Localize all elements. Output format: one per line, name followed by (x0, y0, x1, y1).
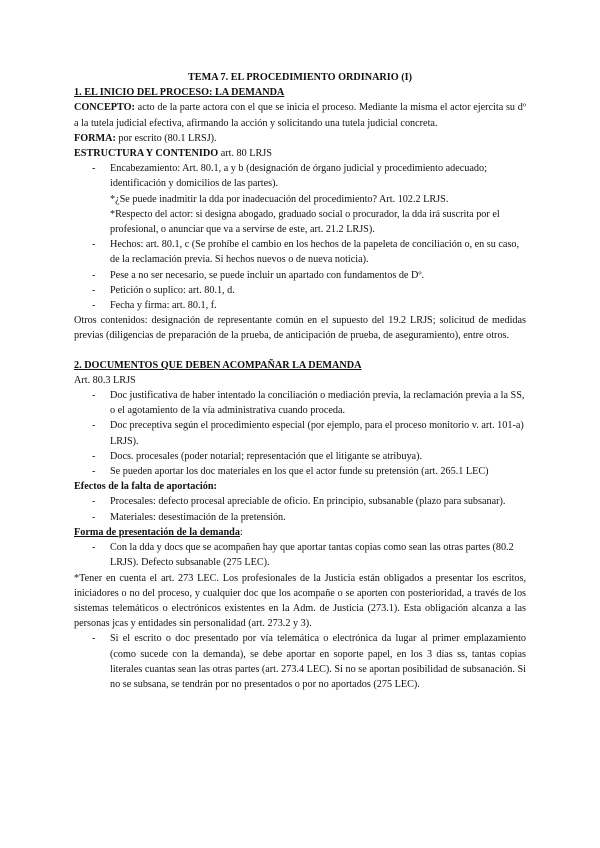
forma-text: por escrito (80.1 LRSJ). (115, 132, 217, 144)
forma-label: FORMA: (74, 132, 116, 144)
list-item: - Docs. procesales (poder notarial; representación que el litigante se atribuya). (92, 450, 423, 462)
list-item: - Pese a no ser necesario, se puede incluir un apartado con fundamentos de Dº. (92, 269, 425, 281)
list-item: - Se pueden aportar los doc materiales en los que el actor funde su pretensión (art. 265.1 LEC) (92, 466, 489, 478)
list-item-text: Si el escrito o doc presentado por vía telemática o electrónica da lugar al primer emplazamiento (como sucede con la demanda), se debe aportar en soporte papel, en los 3 días ss, tantas copias literales cuantas sean las otras partes (art. 273.4 LEC). Si no se aportan posibilidad de subsanación. Si no se subsana, se tendrán por no presentados o por no aportados (275 LEC). (110, 633, 526, 690)
list-item: - Fecha y firma: art. 80.1, f. (92, 300, 217, 312)
estructura-label: ESTRUCTURA Y CONTENIDO (74, 148, 219, 160)
otros-paragraph: Otros contenidos: designación de representante común en el supuesto del 19.2 LRJS; solicitud de medidas previas (diligencias de preparación de la prueba, de anticipación de prueba, de aseguramiento), entre otros. (74, 315, 526, 342)
list-item: - Si el escrito o doc presentado por vía telemática o electrónica da lugar al primer emplazamiento (como sucede con la demanda), se debe aportar en soporte papel, en los 3 días ss, tantas copias literales cuantas sean las otras partes (art. 273.4 LEC). Si no se aportan posibilidad de subsanación. Si no se subsana, se tendrán por no presentados o por no aportados (275 LEC). (92, 633, 526, 690)
efectos-list (74, 494, 526, 524)
forma-presentacion-paragraph (74, 525, 526, 540)
list-item: - Hechos: art. 80.1, c (Se prohíbe el cambio en los hechos de la papeleta de conciliación o, en su caso, de la reclamación previa. Si hechos nuevos o de nueva noticia). (92, 239, 520, 266)
list-item: - Doc justificativa de haber intentado la conciliación o mediación previa, la reclamación previa a la SS, o el agotamiento de la vía administrativa cuando proceda. (92, 390, 525, 417)
estructura-paragraph (74, 146, 526, 161)
list-item-text: Docs. procesales (poder notarial; representación que el litigante se atribuya). (110, 450, 423, 462)
estructura-text: art. 80 LRJS (218, 148, 272, 160)
concepto-label: CONCEPTO: (74, 102, 135, 114)
concepto-text: acto de la parte actora con el que se inicia el proceso. Mediante la misma el actor ejercita su dº a la tutela judicial efectiva, afirmando la acción y solicitando una tutela judicial concreta. (74, 102, 526, 129)
section2-art: Art. 80.3 LRJS (74, 374, 136, 386)
sub-note: *¿Se puede inadmitir la dda por inadecuación del procedimiento? Art. 102.2 LRJS. (110, 193, 449, 205)
section2-heading: 2. DOCUMENTOS QUE DEBEN ACOMPAÑAR LA DEMANDA (74, 359, 362, 371)
list-item-text: Se pueden aportar los doc materiales en los que el actor funde su pretensión (art. 265.1 LEC) (110, 466, 489, 478)
forma-paragraph (74, 131, 526, 146)
list-item-text: Hechos: art. 80.1, c (Se prohíbe el cambio en los hechos de la papeleta de conciliación o, en su caso, de la reclamación previa. Si hechos nuevos o de nueva noticia). (110, 239, 520, 266)
document-title: TEMA 7. EL PROCEDIMIENTO ORDINARIO (I) (188, 72, 412, 83)
list-item-text: Doc preceptiva según el procedimiento especial (por ejemplo, para el proceso monitorio v. art. 101-a) LRJS). (110, 420, 524, 447)
efectos-label: Efectos de la falta de aportación: (74, 481, 217, 493)
list-item-text: Fecha y firma: art. 80.1, f. (110, 300, 217, 312)
list-item-text: Petición o suplico: art. 80.1, d. (110, 284, 235, 296)
forma-presentacion-label: Forma de presentación de la demanda (74, 526, 240, 538)
list-item-text: Encabezamiento: Art. 80.1, a y b (designación de órgano judicial y procedimiento adecuado; identificación y domicilios de las partes). (110, 163, 487, 190)
concepto-paragraph (74, 100, 526, 130)
section1-heading: 1. EL INICIO DEL PROCESO: LA DEMANDA (74, 87, 285, 99)
list-item: - Con la dda y docs que se acompañen hay que aportar tantas copias como sean las otras partes (80.2 LRJS). Defecto subsanable (275 LEC). (92, 542, 514, 569)
colon: : (239, 526, 243, 538)
list-item-text: Procesales: defecto procesal apreciable de oficio. En principio, subsanable (plazo para subsanar). (110, 496, 506, 508)
list-item: - Materiales: desestimación de la pretensión. (92, 511, 286, 523)
forma-list (74, 540, 526, 570)
sub-note: *Respecto del actor: si designa abogado, graduado social o procurador, la dda irá suscrita por el profesional, o anunciar que va a servirse de este, art. 21.2 LRJS). (110, 208, 500, 236)
list-item-text: Pese a no ser necesario, se puede incluir un apartado con fundamentos de Dº. (110, 269, 425, 281)
list-item: - Procesales: defecto procesal apreciable de oficio. En principio, subsanable (plazo para subsanar). (92, 496, 506, 508)
tener-paragraph: *Tener en cuenta el art. 273 LEC. Los profesionales de la Justicia están obligados a presentar los escritos, iniciadores o no del proceso, y cualquier doc que los acompañe o se aporten con posterioridad, a través de los sistemas telemáticos o electrónicos existentes en la Adm. de Justicia (273.1). Esta obligación alcanza a las personas jcas y entidades sin personalidad (art. 273.2 y 3). (74, 572, 526, 630)
list-item: - Doc preceptiva según el procedimiento especial (por ejemplo, para el proceso monitorio v. art. 101-a) LRJS). (92, 420, 524, 447)
list-item-text: Doc justificativa de haber intentado la conciliación o mediación previa, la reclamación previa a la SS, o el agotamiento de la vía administrativa cuando proceda. (110, 390, 525, 417)
list-item: - Encabezamiento: Art. 80.1, a y b (designación de órgano judicial y procedimiento adecuado; identificación y domicilios de las partes). *¿Se puede inadmitir la dda por inadecuación del procedimiento? Art. 102.2 LRJS. *Respecto del actor: si designa abogado, graduado social o procurador, la dda irá suscrita por el profesional, o anunciar que va a servirse de este, art. 21.2 LRJS). (110, 161, 526, 237)
final-list (74, 631, 526, 692)
list-item-text: Con la dda y docs que se acompañen hay que aportar tantas copias como sean las otras partes (80.2 LRJS). Defecto subsanable (275 LEC). (110, 542, 514, 569)
documentos-list (74, 388, 526, 479)
list-item-text: Materiales: desestimación de la pretensión. (110, 511, 286, 523)
estructura-list (74, 161, 526, 313)
list-item: - Petición o suplico: art. 80.1, d. (92, 284, 235, 296)
